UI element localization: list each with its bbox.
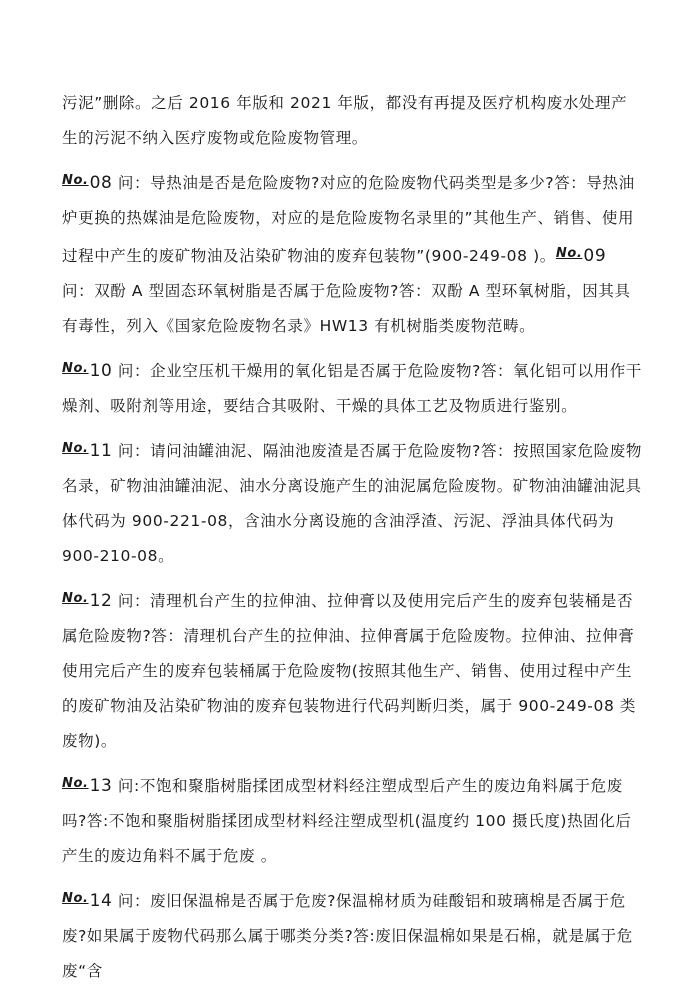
question-number-label: No.	[62, 361, 89, 376]
question-number-label: No.	[555, 246, 583, 261]
question-number-label: No.	[62, 591, 89, 606]
qa-text: 问：导热油是否是危险废物?对应的危险废物代码类型是多少?答：导热油炉更换的热媒油是危险废物，对应的是危险废物名录里的”其他生产、销售、使用过程中产生的废矿物油及沾染矿物油的废弃包装物”(900-249-08 )。	[62, 174, 635, 265]
qa-text: 问:不饱和聚脂树脂揉团成型材料经注塑成型后产生的废边角料属于危废吗?答:不饱和聚脂树脂揉团成型材料经注塑成型机(温度约 100 摄氏度)热固化后产生的废边角料不属于危废 。	[62, 777, 632, 865]
qa-text: 问：清理机台产生的拉伸油、拉伸膏以及使用完后产生的废弃包装桶是否属危险废物?答：清理机台产生的拉伸油、拉伸膏属于危险废物。拉伸油、拉伸膏使用完后产生的废弃包装桶属于危险废物(按照其他生产、销售、使用过程中产生的废矿物油及沾染矿物油的废弃包装物进行代码判断归类，属于 900-249-08 类废物)。	[62, 592, 637, 750]
paragraph-text: 污泥”删除。之后 2016 年版和 2021 年版，都没有再提及医疗机构废水处理产生的污泥不纳入医疗废物或危险废物管理。	[62, 94, 628, 147]
document-body	[62, 86, 642, 996]
qa-item-14	[62, 881, 642, 989]
question-number-label: No.	[62, 776, 89, 791]
question-number: 14	[89, 891, 113, 911]
question-number-label: No.	[62, 891, 89, 906]
question-number-label: No.	[62, 441, 89, 456]
question-number: 08	[89, 173, 113, 193]
paragraph-intro	[62, 86, 642, 156]
question-number: 12	[89, 591, 113, 611]
question-number: 10	[89, 361, 113, 381]
question-number: 11	[89, 441, 113, 461]
qa-text: 问：请问油罐油泥、隔油池废渣是否属于危险废物?答：按照国家危险废物名录，矿物油油罐油泥、油水分离设施产生的油泥属危险废物。矿物油油罐油泥具体代码为 900-221-08，含油水分离设施的含油浮渣、污泥、浮油具体代码为 900-210-08。	[62, 442, 642, 565]
question-number: 13	[89, 776, 113, 796]
question-number-label: No.	[62, 173, 89, 188]
qa-item-13	[62, 766, 642, 874]
qa-text: 问：企业空压机干燥用的氧化铝是否属于危险废物?答：氧化铝可以用作干燥剂、吸附剂等用途，要结合其吸附、干燥的具体工艺及物质进行鉴别。	[62, 362, 642, 415]
qa-item-12	[62, 581, 642, 759]
qa-item-10	[62, 351, 642, 424]
qa-text: 问：废旧保温棉是否属于危废?保温棉材质为硅酸铝和玻璃棉是否属于危废?如果属于废物代码那么属于哪类分类?答:废旧保温棉如果是石棉，就是属于危废“含	[62, 892, 633, 980]
question-number: 09	[583, 246, 607, 266]
qa-item-11	[62, 431, 642, 574]
qa-text: 问：双酚 A 型固态环氧树脂是否属于危险废物?答：双酚 A 型环氧树脂，因其具有毒性，列入《国家危险废物名录》HW13 有机树脂类废物范畴。	[62, 282, 631, 335]
qa-item-08-09	[62, 163, 642, 344]
